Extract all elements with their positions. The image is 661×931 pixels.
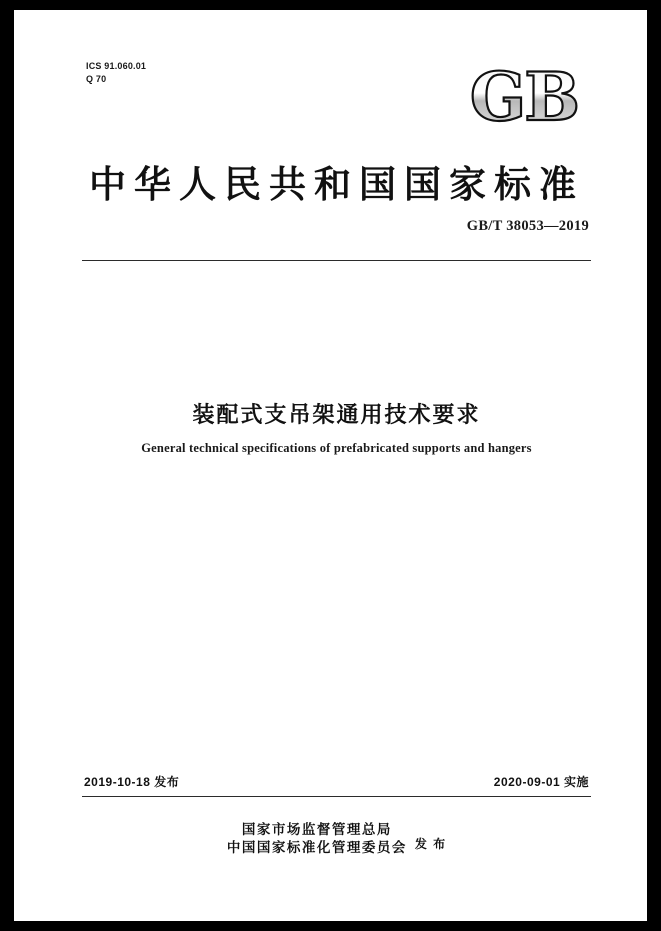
- ccs-code: Q 70: [86, 74, 107, 84]
- document-title-en: General technical specifications of prefabricated supports and hangers: [141, 441, 532, 455]
- national-standard-title: 中华人民共和国国家标准: [89, 162, 584, 206]
- issuer-block: [74, 821, 599, 857]
- ics-classification-block: [86, 60, 146, 86]
- page-content-area: [74, 50, 599, 885]
- document-title-cn: 装配式支吊架通用技术要求: [192, 402, 481, 428]
- standard-number: GB/T 38053—2019: [466, 218, 589, 234]
- issue-date: 2019-10-18 发布: [84, 775, 180, 789]
- svg-text:GB: GB: [469, 62, 579, 130]
- ics-code: ICS 91.060.01: [86, 61, 147, 71]
- issuer-suffix: 发 布: [414, 837, 447, 851]
- issuer-names: [227, 821, 407, 857]
- gb-emblem-icon: [459, 62, 589, 130]
- document-page: [14, 10, 647, 921]
- footer-divider: [82, 796, 591, 797]
- issuer-line-2: 中国国家标准化管理委员会: [226, 840, 407, 856]
- issuer-line-1: 国家市场监督管理总局: [241, 822, 392, 838]
- effective-date: 2020-09-01 实施: [493, 775, 589, 789]
- header-divider: [82, 260, 591, 261]
